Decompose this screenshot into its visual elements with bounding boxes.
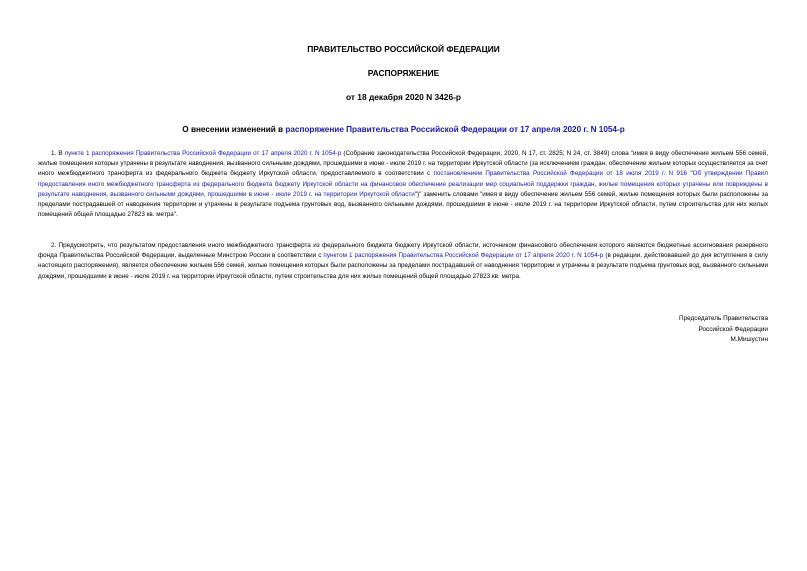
- p2-text-2: (в редакции, действовавшей до дня вступления в силу настоящего распоряжения), является обеспечение жильем 556 семей, жилые помещения которых были расположены за пределами пострадавшей от наводнения территории и утрачены в результате подъема грунтовых вод, вызванного сильными дождями, прошедшими в июне - июле 2019 г. на территории Иркутской области, путем строительства для них жилых помещений общей площадью 27823 кв. метра.: [38, 252, 769, 280]
- paragraph-1: [38, 149, 768, 220]
- p2-order-link[interactable]: пунктом 1 распоряжения Правительства Российской Федерации от 17 апреля 2020 г. N 1054-р: [323, 252, 604, 260]
- document-type-heading: РАСПОРЯЖЕНИЕ: [367, 68, 440, 78]
- p1-order-link[interactable]: пункте 1 распоряжения Правительства Российской Федерации от 17 апреля 2020 г. N 1054-р: [64, 150, 342, 157]
- title-prefix: О внесении изменений в: [182, 125, 286, 134]
- document-date-heading: от 18 декабря 2020 N 3426-р: [345, 92, 462, 102]
- signature-organization: Российской Федерации: [698, 325, 768, 333]
- government-heading: ПРАВИТЕЛЬСТВО РОССИЙСКОЙ ФЕДЕРАЦИИ: [307, 44, 500, 54]
- signature-name: М.Мишустин: [730, 336, 768, 343]
- title-order-link[interactable]: распоряжение Правительства Российской Федерации от 17 апреля 2020 г. N 1054-р: [285, 125, 625, 134]
- p1-text-3: ": [687, 170, 693, 178]
- p1-resolution-link[interactable]: постановлением Правительства Российской Федерации от 18 июля 2019 г. N 916: [433, 170, 687, 178]
- p1-text-1: 1. В: [51, 150, 65, 157]
- paragraph-2: [38, 241, 768, 282]
- p1-text-2: (Собрание законодательства Российской Федерации, 2020, N 17, ст. 2825; N 24, ст. 3849) слова "имея в виду обеспечение жильем 556 семей, жилые помещения которых утрачены в результате наводнения, вызванного сильными дождями, прошедшими в июне - июле 2019 г. на территории Иркутской области (за исключением граждан, обеспечение жильем которых осуществляется за счет иного межбюджетного трансферта из федерального бюджета бюджету Иркутской области, предоставляемого в соответствии с: [38, 150, 768, 178]
- signature-position: Председатель Правительства: [679, 315, 768, 322]
- p2-text-1: 2. Предусмотреть, что результатом предоставления иного межбюджетного трансферта из федерального бюджета бюджету Иркутской области, источником финансового обеспечения которого являются бюджетные ассигнования резервного фонда Правительства Российской Федерации, выделенные Минстрою России в соответствии с: [38, 242, 768, 260]
- p1-rules-link[interactable]: Об утверждении Правил предоставления иного межбюджетного трансферта из федерального бюджета бюджету Иркутской области на финансовое обеспечение реализации мер социальной поддержки граждан, жилые помещения которых утрачены или повреждены в результате наводнения, вызванного сильными дождями, прошедшими в июне - июле 2019 г. на территории Иркутской области: [38, 170, 768, 198]
- document-title: [0, 124, 807, 135]
- p1-text-4: ")" заменить словами "имея в виду обеспечение жильем 556 семей, жилые помещения которых были расположены за пределами пострадавшей от наводнения территории и утрачены в результате подъема грунтовых вод, вызванного сильными дождями, прошедшими в июне - июле 2019 г. на территории Иркутской области, путем строительства для них жилых помещений общей площадью 27823 кв. метра".: [38, 190, 768, 219]
